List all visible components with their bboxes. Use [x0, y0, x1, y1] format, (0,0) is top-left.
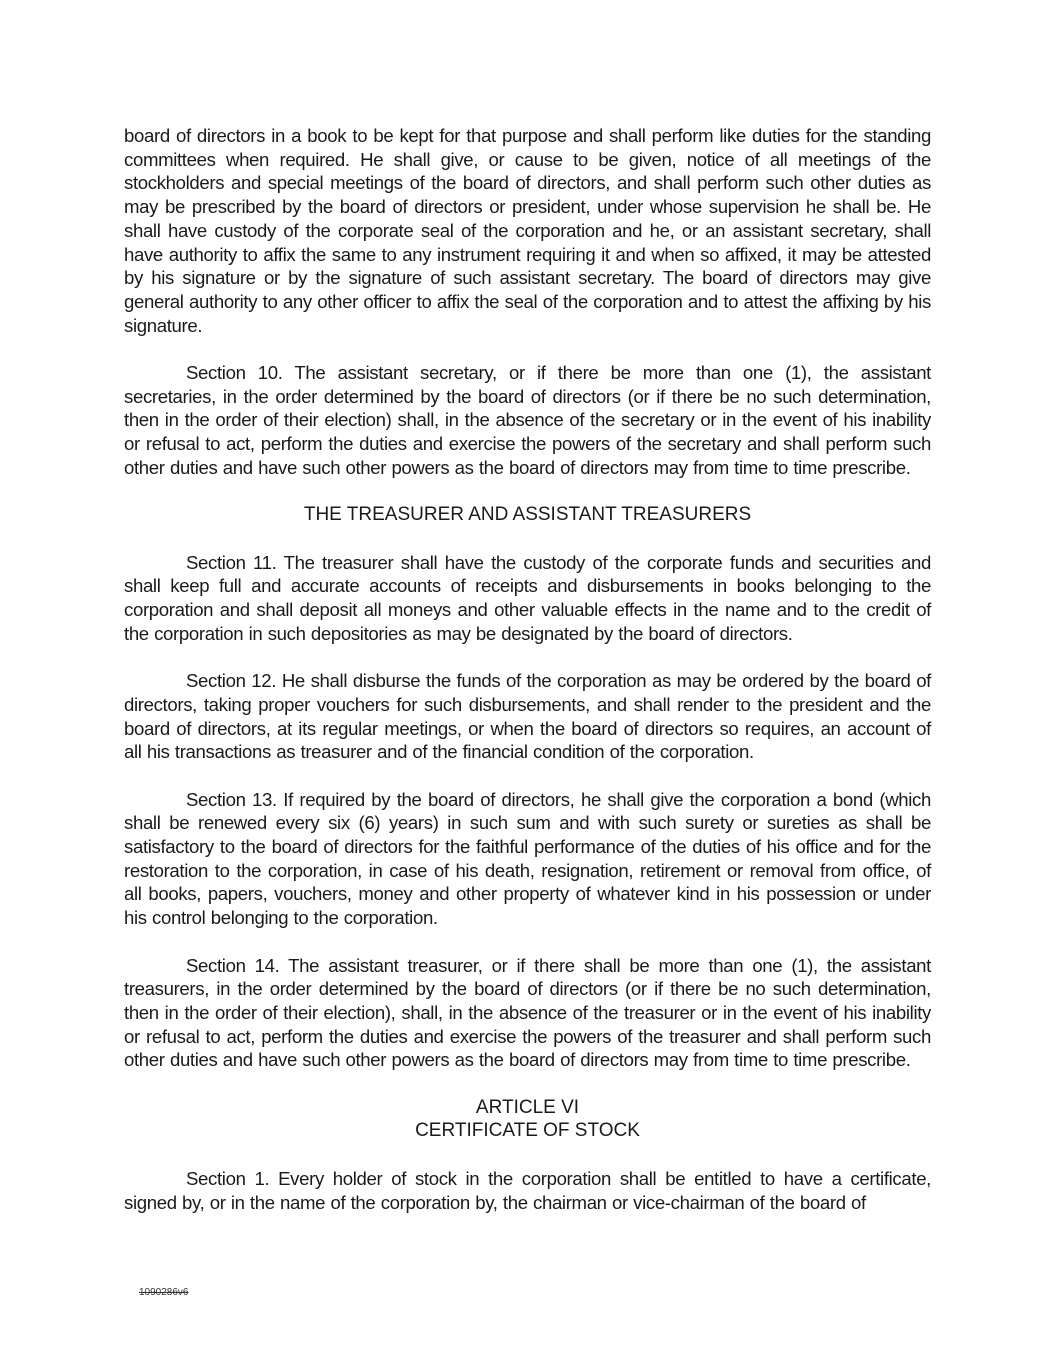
paragraph-section-10: Section 10. The assistant secretary, or if there be more than one (1), the assistant secretaries, in the order determined by the board of directors (or if there be no such determination, then in the order of their election) shall, in the absence of the secretary or in the event of his inability or refusal to act, perform the duties and exercise the powers of the secretary and shall perform such other duties and have such other powers as the board of directors may from time to time prescribe. [124, 362, 931, 478]
paragraph-section-11: Section 11. The treasurer shall have the custody of the corporate funds and securities and shall keep full and accurate accounts of receipts and disbursements in books belonging to the corporation and shall deposit all moneys and other valuable effects in the name and to the credit of the corporation in such depositories as may be designated by the board of directors. [124, 551, 931, 644]
spacer [124, 1072, 931, 1096]
spacer [124, 930, 931, 954]
spacer [124, 527, 931, 551]
heading-treasurer: THE TREASURER AND ASSISTANT TREASURERS [303, 504, 752, 526]
heading-article: ARTICLE VI [475, 1096, 580, 1118]
paragraph-section-13: Section 13. If required by the board of directors, he shall give the corporation a bond (which shall be renewed every six (6) years) in such sum and with such surety or sureties as shall be satisfactory to the board of directors for the faithful performance of the duties of his office and for the restoration to the corporation, in case of his death, resignation, retirement or removal from office, of all books, papers, vouchers, money and other property of whatever kind in his possession or under his control belonging to the corporation. [124, 788, 931, 929]
paragraph-secretary-duties: board of directors in a book to be kept for that purpose and shall perform like duties for the standing committees when required. He shall give, or cause to be given, notice of all meetings of the stockholders and special meetings of the board of directors, and shall perform such other duties as may be prescribed by the board of directors or president, under whose supervision he shall be. He shall have custody of the corporate seal of the corporation and he, or an assistant secretary, shall have authority to affix the same to any instrument requiring it and when so affixed, it may be attested by his signature or by the signature of such assistant secretary. The board of directors may give general authority to any other officer to affix the seal of the corporation and to attest the affixing by his signature. [124, 125, 931, 336]
paragraph-section-14: Section 14. The assistant treasurer, or if there shall be more than one (1), the assistant treasurers, in the order determined by the board of directors (or if there be no such determination, then in the order of their election), shall, in the absence of the treasurer or in the event of his inability or refusal to act, perform the duties and exercise the powers of the treasurer and shall perform such other duties and have such other powers as the board of directors may from time to time prescribe. [124, 954, 931, 1071]
heading-article-title: CERTIFICATE OF STOCK [415, 1120, 640, 1142]
spacer [124, 1143, 931, 1167]
spacer [124, 764, 931, 788]
document-page [124, 124, 931, 1214]
spacer [124, 337, 931, 361]
paragraph-section-12: Section 12. He shall disburse the funds of the corporation as may be ordered by the board of directors, taking proper vouchers for such disbursements, and shall render to the president and the board of directors, at its regular meetings, or when the board of directors so requires, an account of all his transactions as treasurer and of the financial condition of the corporation. [124, 670, 931, 763]
paragraph-article-vi-section-1: Section 1. Every holder of stock in the corporation shall be entitled to have a certificate, signed by, or in the name of the corporation by, the chairman or vice-chairman of the board of [124, 1167, 931, 1213]
spacer [124, 480, 931, 504]
document-footer-id: 1090286v6 [139, 1287, 189, 1298]
spacer [124, 645, 931, 669]
